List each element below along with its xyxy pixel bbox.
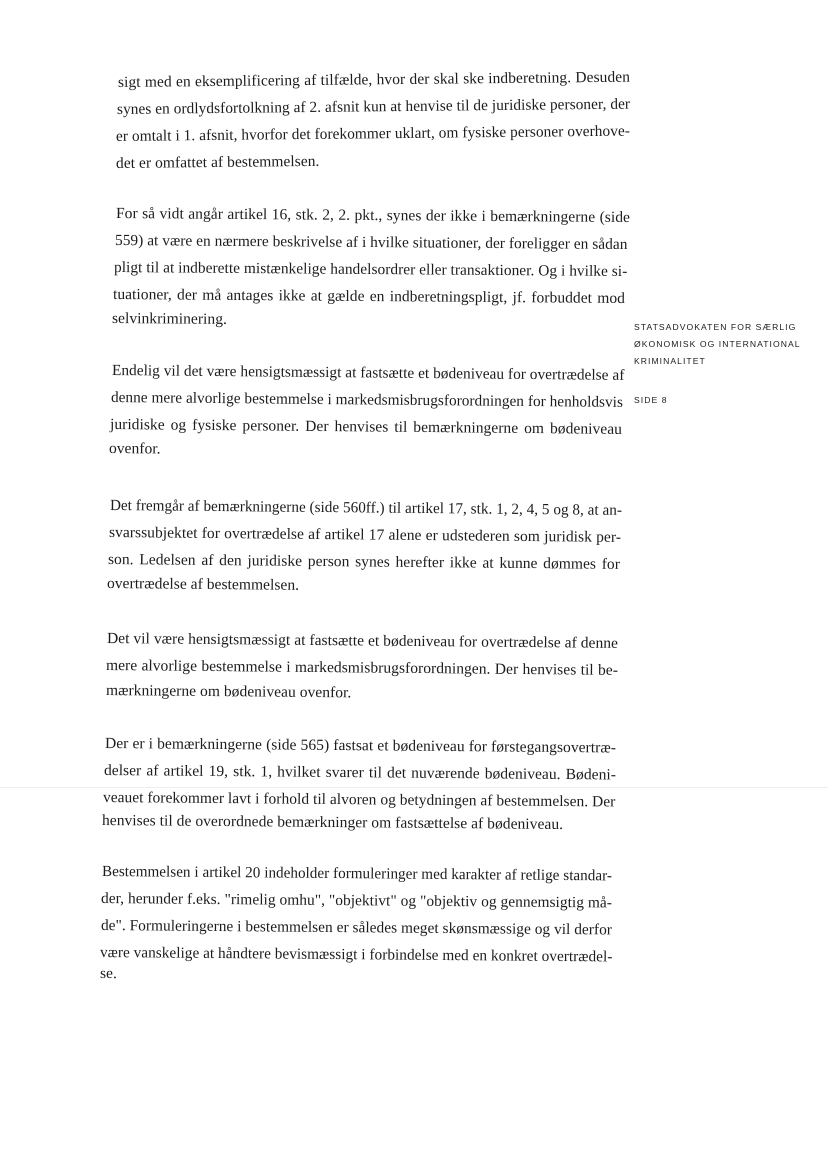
text-line: son. Ledelsen af den juridiske person synes herefter ikke at kunne dømmes for [107,551,621,573]
text-line: delser af artikel 19, stk. 1, hvilket svarer til det nuværende bødeniveau. Bødeni- [103,762,617,784]
text-line: mere alvorlige bestemmelse i markedsmisbrugsforordningen. Der henvises til be- [105,657,619,679]
text-line: pligt til at indberette mistænkelige handelsordrer eller transaktioner. Og i hvilke si- [113,259,628,281]
text-line: Endelig vil det være hensigtsmæssigt at fastsætte et bødeniveau for overtrædelse af [111,362,625,384]
text-line: de". Formuleringerne i bestemmelsen er således meget skønsmæssige og vil derfor [100,917,613,939]
text-line: er omtalt i 1. afsnit, hvorfor det forekommer uklart, om fysiske personer overhove- [115,122,631,145]
text-line: se. [99,965,118,983]
page-number: SIDE 8 [634,395,668,405]
scan-artifact-divider [0,787,828,788]
text-line: Det fremgår af bemærkningerne (side 560ff.) til artikel 17, stk. 1, 2, 4, 5 og 8, at an- [109,497,623,519]
text-line: 559) at være en nærmere beskrivelse af i hvilke situationer, der foreligger en sådan [114,232,628,254]
text-line: der, herunder f.eks. "rimelig omhu", "objektivt" og "objektiv og gennemsigtig må- [100,890,613,912]
text-line: ovenfor. [108,440,161,458]
text-line: det er omfattet af bestemmelsen. [115,152,320,172]
text-line: For så vidt angår artikel 16, stk. 2, 2. pkt., synes der ikke i bemærkningerne (side [115,205,631,227]
text-line: juridiske og fysiske personer. Der henvises til bemærkningerne om bødeniveau [109,416,623,438]
text-line: Det vil være hensigtsmæssigt at fastsætte et bødeniveau for overtrædelse af denne [106,630,619,652]
text-line: denne mere alvorlige bestemmelse i markedsmisbrugsforordningen for henholdsvis [110,389,624,411]
sender-line: STATSADVOKATEN FOR SÆRLIG [634,322,797,332]
text-line: være vanskelige at håndtere bevismæssigt i forbindelse med en konkret overtrædel- [99,944,613,966]
text-line: Der er i bemærkningerne (side 565) fastsat et bødeniveau for førstegangsovertræ- [104,735,617,757]
text-line: Bestemmelsen i artikel 20 indeholder formuleringer med karakter af retlige standar- [101,863,613,885]
text-line: sigt med en eksemplificering af tilfælde, hvor der skal ske indberetning. Desuden [117,68,631,91]
text-line: overtrædelse af bestemmelsen. [106,575,300,594]
sender-line: KRIMINALITET [634,356,706,366]
text-line: synes en ordlydsfortolkning af 2. afsnit kun at henvise til de juridiske personer, der [116,95,631,118]
text-line: veauet forekommer lavt i forhold til alvoren og betydningen af bestemmelsen. Der [102,789,616,811]
text-line: svarssubjektet for overtrædelse af artikel 17 alene er udstederen som juridisk per- [108,524,622,546]
sender-block [634,319,824,370]
sender-line: ØKONOMISK OG INTERNATIONAL [634,339,801,349]
text-line: henvises til de overordnede bemærkninger om fastsættelse af bødeniveau. [101,812,564,834]
text-line: selvinkriminering. [111,310,228,328]
text-line: mærkningerne om bødeniveau ovenfor. [105,682,352,702]
text-line: tuationer, der må antages ikke at gælde en indberetningspligt, jf. forbuddet mod [112,286,626,308]
